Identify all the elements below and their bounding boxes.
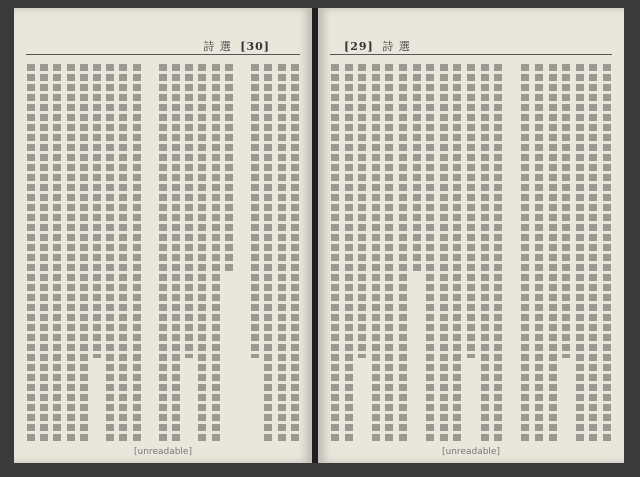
text-column-placeholder: [27, 64, 35, 441]
text-column: [66, 64, 76, 441]
text-column: [52, 64, 62, 441]
text-column-placeholder: [331, 64, 339, 441]
text-column-placeholder: [358, 64, 366, 358]
text-column-placeholder: [576, 64, 584, 441]
text-column: [132, 64, 142, 441]
text-column: [588, 64, 598, 441]
text-column: [548, 64, 558, 441]
text-column: [412, 64, 422, 441]
text-column-placeholder: [481, 64, 489, 441]
text-column-placeholder: [67, 64, 75, 441]
text-column-placeholder: [80, 64, 88, 441]
text-column-placeholder: [589, 64, 597, 441]
text-column: [602, 64, 612, 441]
text-column: [92, 64, 102, 441]
text-column-placeholder: [426, 64, 434, 441]
text-column-placeholder: [185, 64, 193, 358]
text-column: [561, 64, 571, 441]
text-column: [575, 64, 585, 441]
text-column: [507, 64, 517, 441]
text-column-placeholder: [119, 64, 127, 441]
text-column-placeholder: [494, 64, 502, 441]
left-body-status: [unreadable]: [134, 447, 192, 457]
text-column: [384, 64, 394, 441]
text-column: [425, 64, 435, 441]
left-header-title: 詩 選: [203, 40, 232, 53]
text-column: [118, 64, 128, 441]
text-column: [493, 64, 503, 441]
right-header-rule: [330, 54, 612, 55]
text-column: [480, 64, 490, 441]
text-column-placeholder: [172, 64, 180, 441]
text-column: [171, 64, 181, 441]
text-column: [357, 64, 367, 441]
text-column: [250, 64, 260, 441]
text-column-placeholder: [291, 64, 299, 441]
text-column-placeholder: [467, 64, 475, 358]
text-column: [398, 64, 408, 441]
text-column: [158, 64, 168, 441]
text-column: [197, 64, 207, 441]
text-column-placeholder: [603, 64, 611, 441]
right-page: [318, 8, 624, 463]
text-column: [184, 64, 194, 441]
left-page: [14, 8, 312, 463]
text-column-placeholder: [251, 64, 259, 358]
text-column: [26, 64, 36, 441]
right-body-status: [unreadable]: [442, 447, 500, 457]
text-column: [79, 64, 89, 441]
text-column-placeholder: [345, 64, 353, 441]
text-column-placeholder: [53, 64, 61, 441]
left-text-columns: [26, 64, 300, 441]
text-column: [224, 64, 234, 441]
right-text-columns: [330, 64, 612, 441]
text-column: [39, 64, 49, 441]
text-column-placeholder: [225, 64, 233, 271]
text-column: [534, 64, 544, 441]
text-column-placeholder: [453, 64, 461, 441]
text-column: [211, 64, 221, 441]
text-column-placeholder: [562, 64, 570, 358]
text-column: [277, 64, 287, 441]
text-column: [371, 64, 381, 441]
text-column-placeholder: [93, 64, 101, 358]
text-column-placeholder: [198, 64, 206, 441]
text-column-placeholder: [535, 64, 543, 441]
text-column: [330, 64, 340, 441]
right-page-number: [29]: [344, 40, 374, 53]
text-column: [344, 64, 354, 441]
text-column-placeholder: [106, 64, 114, 441]
text-column-placeholder: [133, 64, 141, 441]
right-page-header: [340, 38, 411, 54]
text-column-placeholder: [549, 64, 557, 441]
text-column-placeholder: [440, 64, 448, 441]
text-column: [452, 64, 462, 441]
text-column-placeholder: [372, 64, 380, 441]
right-header-title: 詩 選: [382, 40, 411, 53]
text-column: [466, 64, 476, 441]
text-column: [439, 64, 449, 441]
text-column-placeholder: [212, 64, 220, 441]
text-column-placeholder: [413, 64, 421, 271]
text-column: [290, 64, 300, 441]
text-column-placeholder: [521, 64, 529, 441]
left-page-header: [203, 38, 274, 54]
text-column: [145, 64, 155, 441]
text-column: [263, 64, 273, 441]
left-page-number: [30]: [240, 40, 270, 53]
text-column: [237, 64, 247, 441]
text-column-placeholder: [385, 64, 393, 441]
text-column: [105, 64, 115, 441]
text-column-placeholder: [159, 64, 167, 441]
text-column-placeholder: [278, 64, 286, 441]
text-column: [520, 64, 530, 441]
text-column-placeholder: [264, 64, 272, 441]
text-column-placeholder: [40, 64, 48, 441]
left-header-rule: [26, 54, 300, 55]
text-column-placeholder: [399, 64, 407, 441]
